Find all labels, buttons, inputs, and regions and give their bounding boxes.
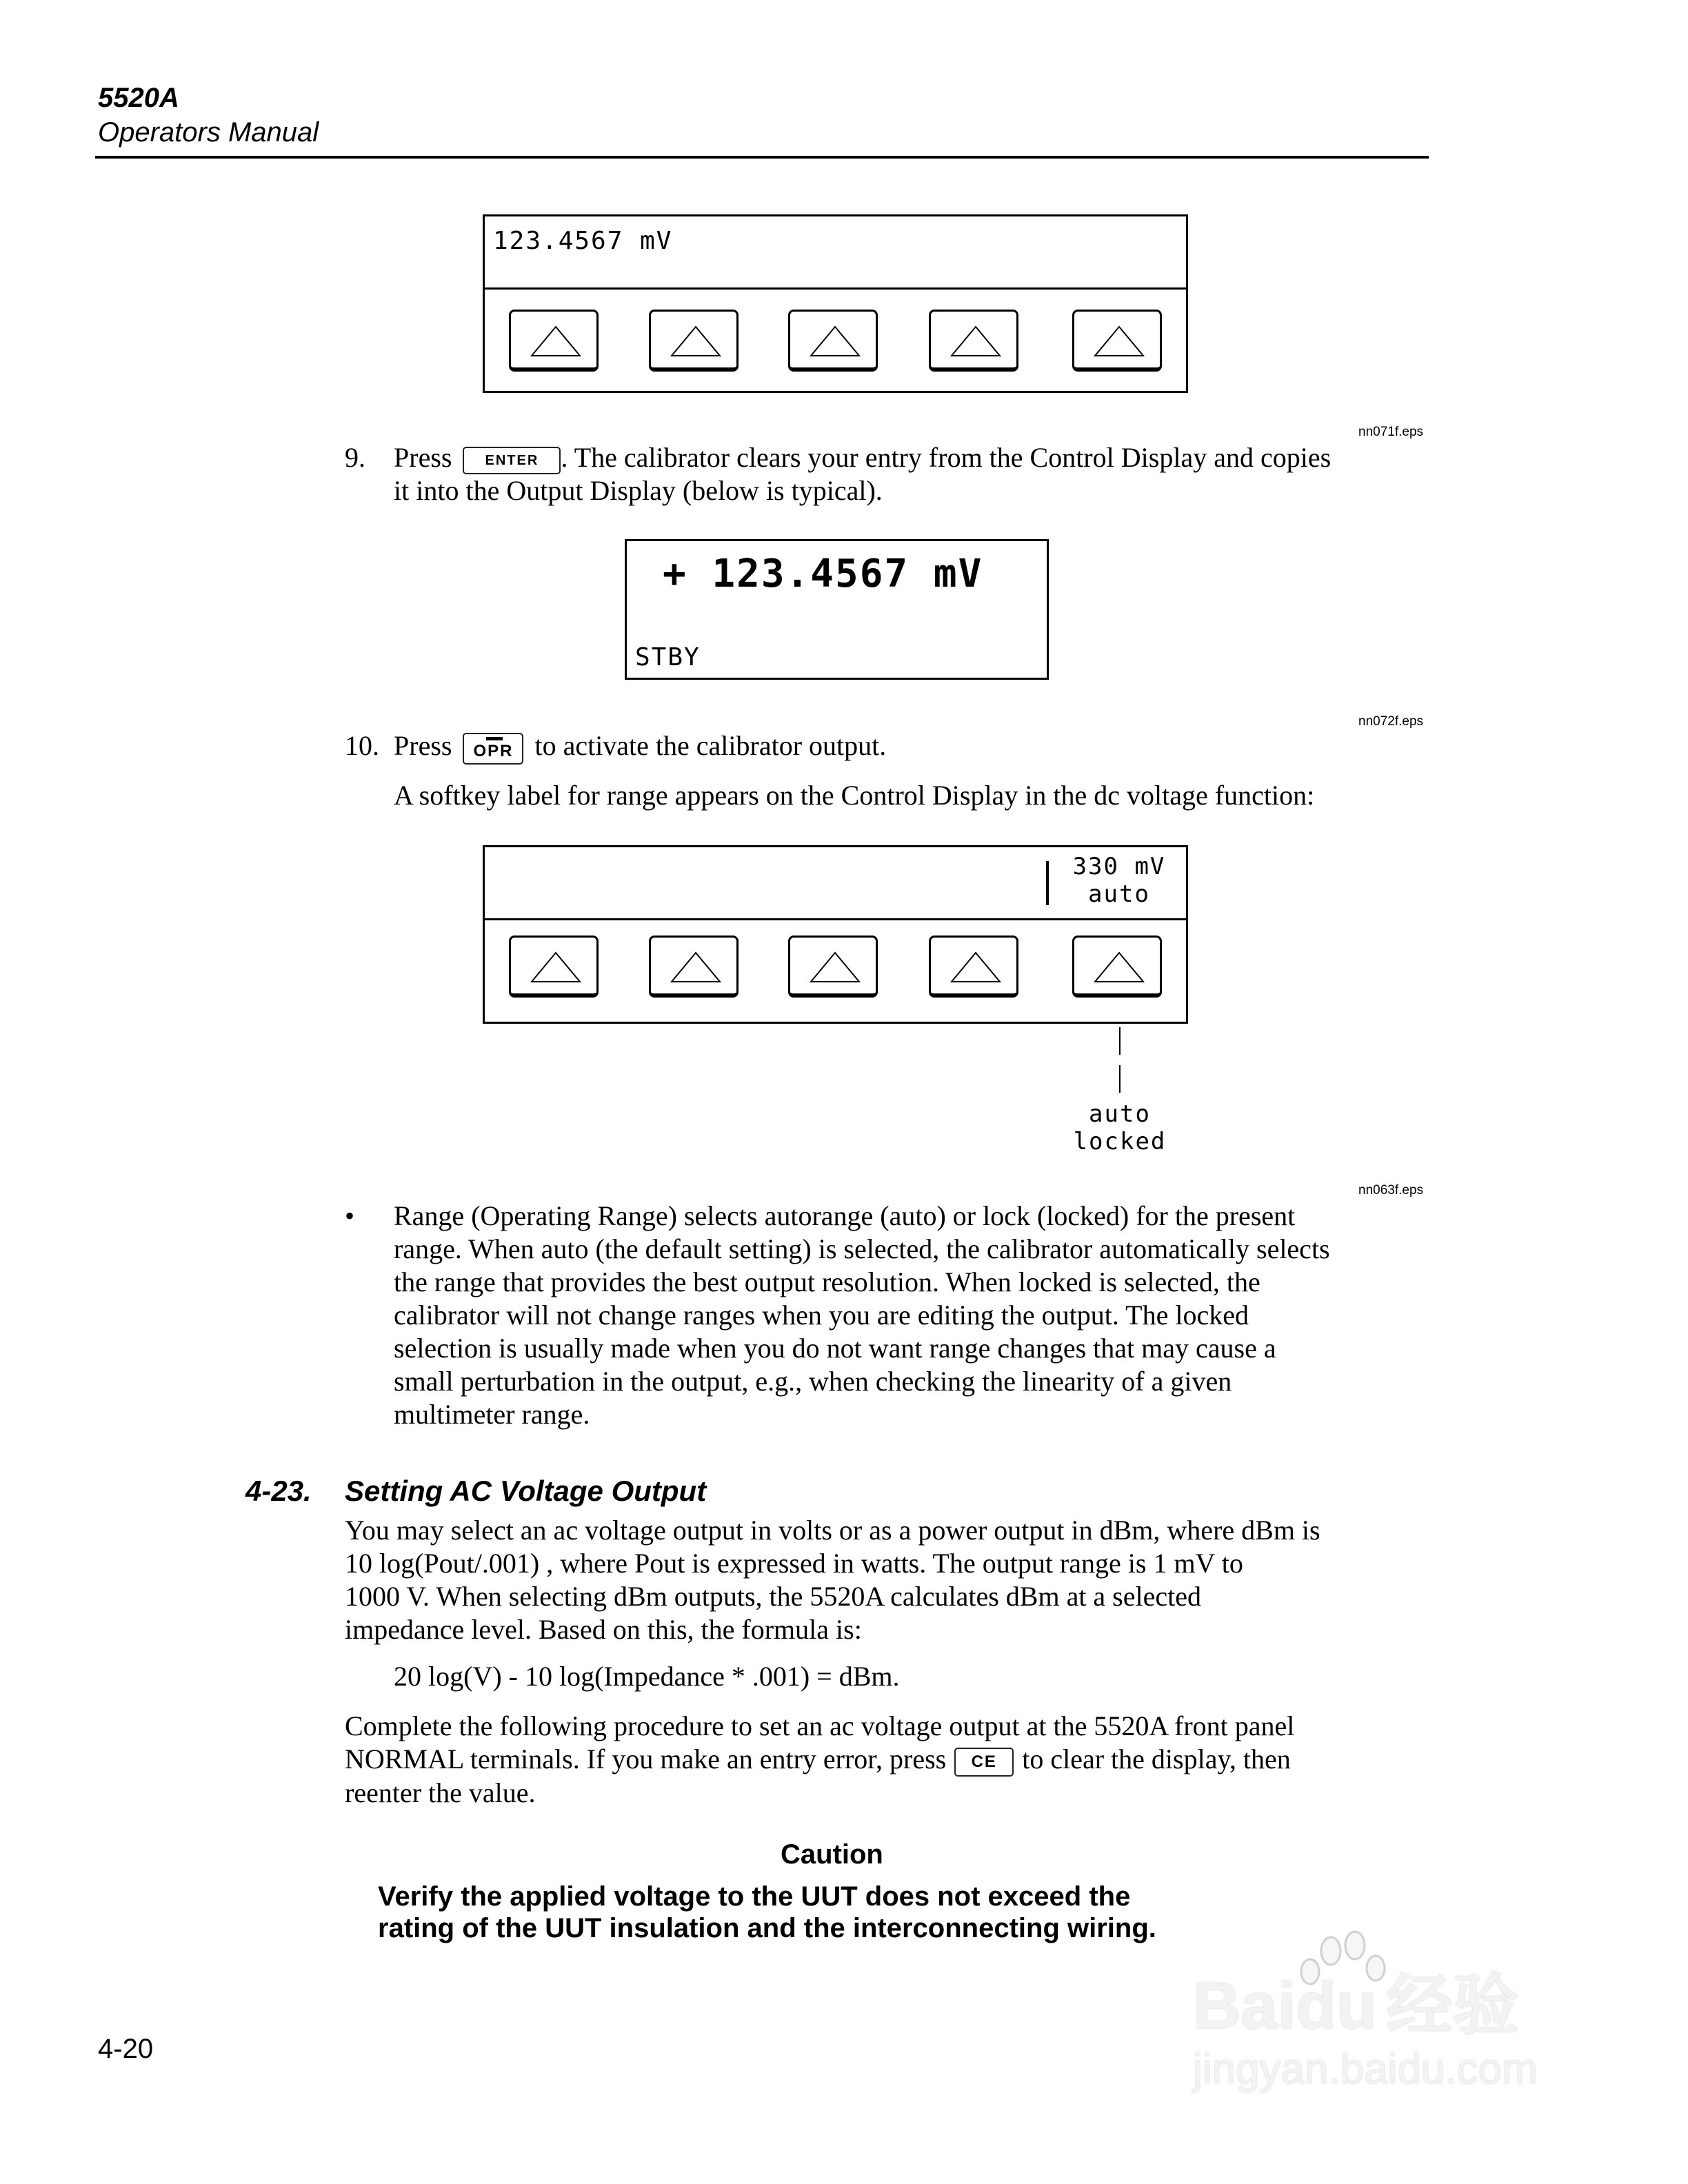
softkey-5[interactable] (1072, 310, 1162, 372)
dbm-formula: 20 log(V) - 10 log(Impedance * .001) = dBm. (394, 1661, 900, 1692)
procedure-text: to clear the display, then (1022, 1743, 1291, 1775)
opr-indicator-bar (486, 737, 503, 740)
up-triangle-icon (530, 325, 581, 357)
manual-model: 5520A (98, 83, 179, 113)
entry-readout: 123.4567 mV (493, 227, 673, 255)
softkey-label-divider (1046, 861, 1049, 905)
bullet-marker: • (345, 1200, 355, 1231)
procedure-text: NORMAL terminals. If you make an entry error, press (345, 1743, 947, 1775)
page-number: 4-20 (98, 2034, 154, 2064)
range-option-auto: auto (1089, 1100, 1151, 1128)
step-9-line-1 (394, 441, 1331, 474)
section-intro (345, 1514, 1320, 1646)
softkey-2[interactable] (649, 310, 738, 372)
caution-title: Caution (781, 1839, 883, 1870)
control-display-figure-range (483, 845, 1188, 1024)
softkey-3[interactable] (788, 310, 878, 372)
up-triangle-icon (670, 951, 721, 983)
range-mode: auto (1088, 880, 1150, 908)
up-triangle-icon (810, 325, 861, 357)
softkey-1[interactable] (509, 310, 599, 372)
text-line: Range (Operating Range) selects autorange (auto) or lock (locked) for the present (394, 1200, 1296, 1231)
caution-text (378, 1881, 1156, 1944)
ce-key (954, 1748, 1014, 1777)
range-description (394, 1200, 1330, 1431)
control-display-lcd (485, 847, 1186, 920)
opr-key (463, 733, 523, 765)
ce-key-label: CE (971, 1752, 997, 1771)
figure-id: nn063f.eps (1358, 1183, 1424, 1197)
watermark-brand-text: Baidu (1193, 1969, 1377, 2043)
softkey-2[interactable] (649, 936, 738, 998)
text-line: Verify the applied voltage to the UUT does not exceed the (378, 1881, 1131, 1912)
step-10-press: Press (394, 730, 452, 761)
up-triangle-icon (810, 951, 861, 983)
watermark-url: jingyan.baidu.com (1193, 2045, 1538, 2093)
up-triangle-icon (670, 325, 721, 357)
watermark-brand-cn: 经验 (1386, 1969, 1519, 2043)
enter-key-label: ENTER (485, 452, 539, 468)
text-line: 1000 V. When selecting dBm outputs, the 5520A calculates dBm at a selected (345, 1581, 1201, 1612)
enter-key (463, 447, 561, 474)
softkey-1[interactable] (509, 936, 599, 998)
control-display-figure-entry (483, 214, 1188, 393)
step-number: 9. (345, 442, 365, 473)
text-line: impedance level. Based on this, the formula is: (345, 1614, 862, 1645)
text-line: calibrator will not change ranges when you are editing the output. The locked (394, 1300, 1249, 1331)
step-10-note: A softkey label for range appears on the Control Display in the dc voltage function: (394, 780, 1315, 811)
step-number: 10. (345, 730, 379, 761)
figure-id: nn071f.eps (1358, 425, 1424, 439)
step-9-text: . The calibrator clears your entry from the Control Display and copies (561, 442, 1332, 473)
step-9-press: Press (394, 442, 452, 473)
output-display-figure (625, 539, 1049, 680)
up-triangle-icon (950, 325, 1001, 357)
range-softkey-label (1057, 853, 1181, 908)
watermark-brand (1193, 1969, 1519, 2043)
opr-key-label: OPR (473, 741, 514, 760)
up-triangle-icon (1094, 325, 1145, 357)
text-line: multimeter range. (394, 1399, 590, 1430)
range-value: 330 mV (1072, 853, 1166, 880)
softkey-4[interactable] (929, 936, 1018, 998)
figure-id: nn072f.eps (1358, 714, 1424, 729)
callout-line (1119, 1065, 1121, 1093)
text-line: You may select an ac voltage output in volts or as a power output in dBm, where dBm is (345, 1515, 1320, 1546)
text-line: small perturbation in the output, e.g., when checking the linearity of a given (394, 1366, 1232, 1397)
standby-status: STBY (635, 643, 701, 671)
control-display-lcd (485, 216, 1186, 290)
callout-line (1119, 1027, 1121, 1055)
procedure-intro (345, 1710, 1294, 1810)
section-title: Setting AC Voltage Output (345, 1475, 707, 1507)
text-line (345, 1743, 1294, 1777)
text-line: Complete the following procedure to set an ac voltage output at the 5520A front panel (345, 1710, 1295, 1741)
text-line: rating of the UUT insulation and the interconnecting wiring. (378, 1913, 1156, 1943)
manual-title: Operators Manual (98, 117, 319, 148)
output-readout: + 123.4567 mV (663, 552, 983, 596)
up-triangle-icon (1094, 951, 1145, 983)
header-divider (95, 156, 1429, 159)
section-number: 4-23. (245, 1475, 312, 1507)
softkey-3[interactable] (788, 936, 878, 998)
text-line: reenter the value. (345, 1777, 536, 1808)
softkey-range[interactable] (1072, 936, 1162, 998)
baidu-watermark (1193, 1930, 1579, 2096)
range-options (1051, 1100, 1189, 1155)
text-line: range. When auto (the default setting) is selected, the calibrator automatically selects (394, 1233, 1330, 1264)
text-line: the range that provides the best output resolution. When locked is selected, the (394, 1266, 1260, 1297)
up-triangle-icon (530, 951, 581, 983)
text-line: 10 log(Pout/.001) , where Pout is expressed in watts. The output range is 1 mV to (345, 1548, 1243, 1579)
text-line: selection is usually made when you do not want range changes that may cause a (394, 1333, 1276, 1364)
step-9-line-2: it into the Output Display (below is typical). (394, 475, 883, 506)
softkey-4[interactable] (929, 310, 1018, 372)
step-10-text: to activate the calibrator output. (534, 730, 887, 761)
up-triangle-icon (950, 951, 1001, 983)
range-option-locked: locked (1073, 1128, 1167, 1155)
step-10-line-1 (394, 729, 886, 765)
